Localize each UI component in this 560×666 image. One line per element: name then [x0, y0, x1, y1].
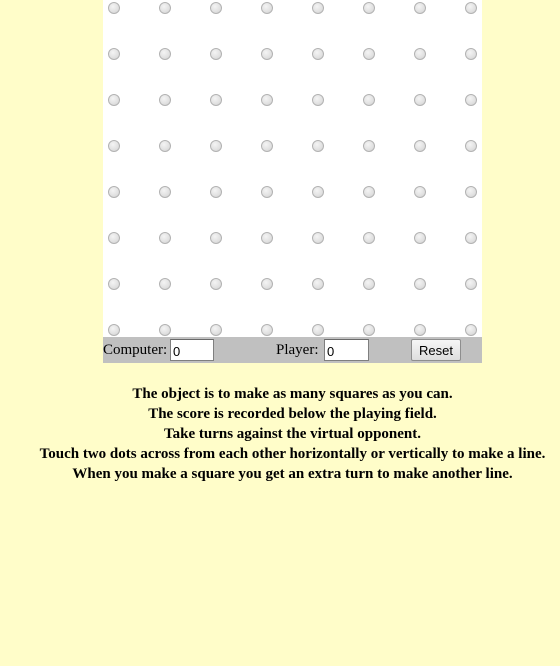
- instruction-line: Touch two dots across from each other horizontally or vertically to make a line.: [39, 446, 546, 462]
- grid-dot[interactable]: [414, 2, 426, 14]
- player-score-label: Player:: [276, 342, 319, 358]
- grid-dot[interactable]: [210, 324, 222, 336]
- grid-dot[interactable]: [414, 324, 426, 336]
- grid-dot[interactable]: [414, 232, 426, 244]
- grid-dot[interactable]: [312, 278, 324, 290]
- grid-dot[interactable]: [159, 232, 171, 244]
- grid-dot[interactable]: [363, 140, 375, 152]
- grid-dot[interactable]: [414, 140, 426, 152]
- grid-dot[interactable]: [363, 186, 375, 198]
- grid-dot[interactable]: [159, 186, 171, 198]
- grid-dot[interactable]: [261, 94, 273, 106]
- grid-dot[interactable]: [312, 232, 324, 244]
- grid-dot[interactable]: [363, 94, 375, 106]
- grid-dot[interactable]: [108, 232, 120, 244]
- grid-dot[interactable]: [312, 48, 324, 60]
- grid-dot[interactable]: [261, 186, 273, 198]
- grid-dot[interactable]: [108, 48, 120, 60]
- grid-dot[interactable]: [363, 232, 375, 244]
- grid-dot[interactable]: [465, 140, 477, 152]
- grid-dot[interactable]: [465, 94, 477, 106]
- grid-dot[interactable]: [465, 324, 477, 336]
- grid-dot[interactable]: [261, 2, 273, 14]
- grid-dot[interactable]: [159, 324, 171, 336]
- instruction-line: When you make a square you get an extra turn to make another line.: [72, 466, 513, 482]
- grid-dot[interactable]: [465, 48, 477, 60]
- grid-dot[interactable]: [414, 94, 426, 106]
- grid-dot[interactable]: [261, 324, 273, 336]
- grid-dot[interactable]: [210, 232, 222, 244]
- grid-dot[interactable]: [363, 278, 375, 290]
- instruction-line: The object is to make as many squares as you can.: [132, 386, 453, 402]
- reset-button[interactable]: Reset: [411, 339, 461, 361]
- grid-dot[interactable]: [465, 2, 477, 14]
- grid-dot[interactable]: [108, 278, 120, 290]
- computer-score-label: Computer:: [103, 342, 168, 358]
- grid-dot[interactable]: [261, 48, 273, 60]
- grid-dot[interactable]: [312, 140, 324, 152]
- grid-dot[interactable]: [465, 278, 477, 290]
- score-bar: [103, 337, 482, 363]
- grid-dot[interactable]: [210, 2, 222, 14]
- grid-dot[interactable]: [108, 186, 120, 198]
- grid-dot[interactable]: [159, 94, 171, 106]
- grid-dot[interactable]: [261, 278, 273, 290]
- grid-dot[interactable]: [312, 186, 324, 198]
- grid-dot[interactable]: [312, 324, 324, 336]
- grid-dot[interactable]: [210, 140, 222, 152]
- computer-score-field[interactable]: [170, 339, 214, 361]
- grid-dot[interactable]: [210, 278, 222, 290]
- grid-dot[interactable]: [363, 2, 375, 14]
- grid-dot[interactable]: [108, 140, 120, 152]
- instruction-line: The score is recorded below the playing field.: [148, 406, 437, 422]
- grid-dot[interactable]: [108, 324, 120, 336]
- instruction-line: Take turns against the virtual opponent.: [164, 426, 421, 442]
- grid-dot[interactable]: [210, 94, 222, 106]
- player-score-field[interactable]: [324, 339, 369, 361]
- grid-dot[interactable]: [465, 186, 477, 198]
- grid-dot[interactable]: [159, 278, 171, 290]
- grid-dot[interactable]: [261, 232, 273, 244]
- grid-dot[interactable]: [363, 48, 375, 60]
- grid-dot[interactable]: [261, 140, 273, 152]
- grid-dot[interactable]: [210, 48, 222, 60]
- instructions: [0, 384, 560, 484]
- grid-dot[interactable]: [312, 94, 324, 106]
- grid-dot[interactable]: [159, 48, 171, 60]
- grid-dot[interactable]: [414, 48, 426, 60]
- grid-dot[interactable]: [159, 140, 171, 152]
- grid-dot[interactable]: [465, 232, 477, 244]
- grid-dot[interactable]: [108, 94, 120, 106]
- game-board: [103, 0, 482, 337]
- grid-dot[interactable]: [159, 2, 171, 14]
- grid-dot[interactable]: [414, 278, 426, 290]
- grid-dot[interactable]: [108, 2, 120, 14]
- grid-dot[interactable]: [414, 186, 426, 198]
- grid-dot[interactable]: [363, 324, 375, 336]
- grid-dot[interactable]: [210, 186, 222, 198]
- grid-dot[interactable]: [312, 2, 324, 14]
